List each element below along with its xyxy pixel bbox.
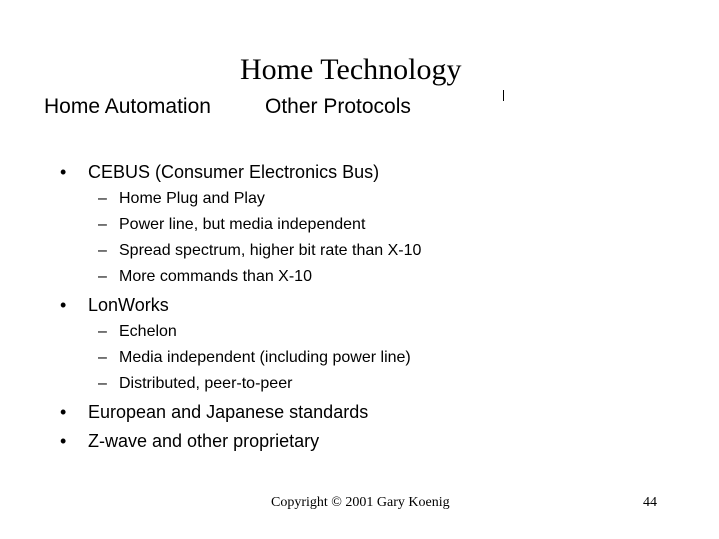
dash-marker: –: [98, 349, 107, 366]
subitem-text: Home Plug and Play: [119, 190, 265, 207]
bullet-marker: •: [60, 402, 67, 422]
bullet-marker: •: [60, 162, 67, 182]
bullet-marker: •: [60, 295, 67, 315]
dash-marker: –: [98, 190, 107, 207]
dash-marker: –: [98, 216, 107, 233]
subitem-text: Power line, but media independent: [119, 216, 366, 233]
page-number: 44: [643, 495, 657, 510]
slide-subtitle-right: Other Protocols: [265, 95, 411, 118]
subitem-text: Spread spectrum, higher bit rate than X-10: [119, 242, 422, 259]
bullet-text: LonWorks: [88, 295, 169, 315]
slide-subtitle-left: Home Automation: [44, 95, 211, 118]
stray-tick-mark: [503, 90, 504, 101]
subitem-text: Distributed, peer-to-peer: [119, 375, 293, 392]
subitem-text: Media independent (including power line): [119, 349, 411, 366]
subitem-text: Echelon: [119, 323, 177, 340]
bullet-text: Z-wave and other proprietary: [88, 431, 320, 451]
dash-marker: –: [98, 375, 107, 392]
dash-marker: –: [98, 323, 107, 340]
dash-marker: –: [98, 268, 107, 285]
subitem-text: More commands than X-10: [119, 268, 312, 285]
bullet-marker: •: [60, 431, 67, 451]
slide-title: Home Technology: [240, 53, 462, 86]
copyright-notice: Copyright © 2001 Gary Koenig: [271, 495, 450, 510]
dash-marker: –: [98, 242, 107, 259]
bullet-text: CEBUS (Consumer Electronics Bus): [88, 162, 380, 182]
bullet-text: European and Japanese standards: [88, 402, 369, 422]
